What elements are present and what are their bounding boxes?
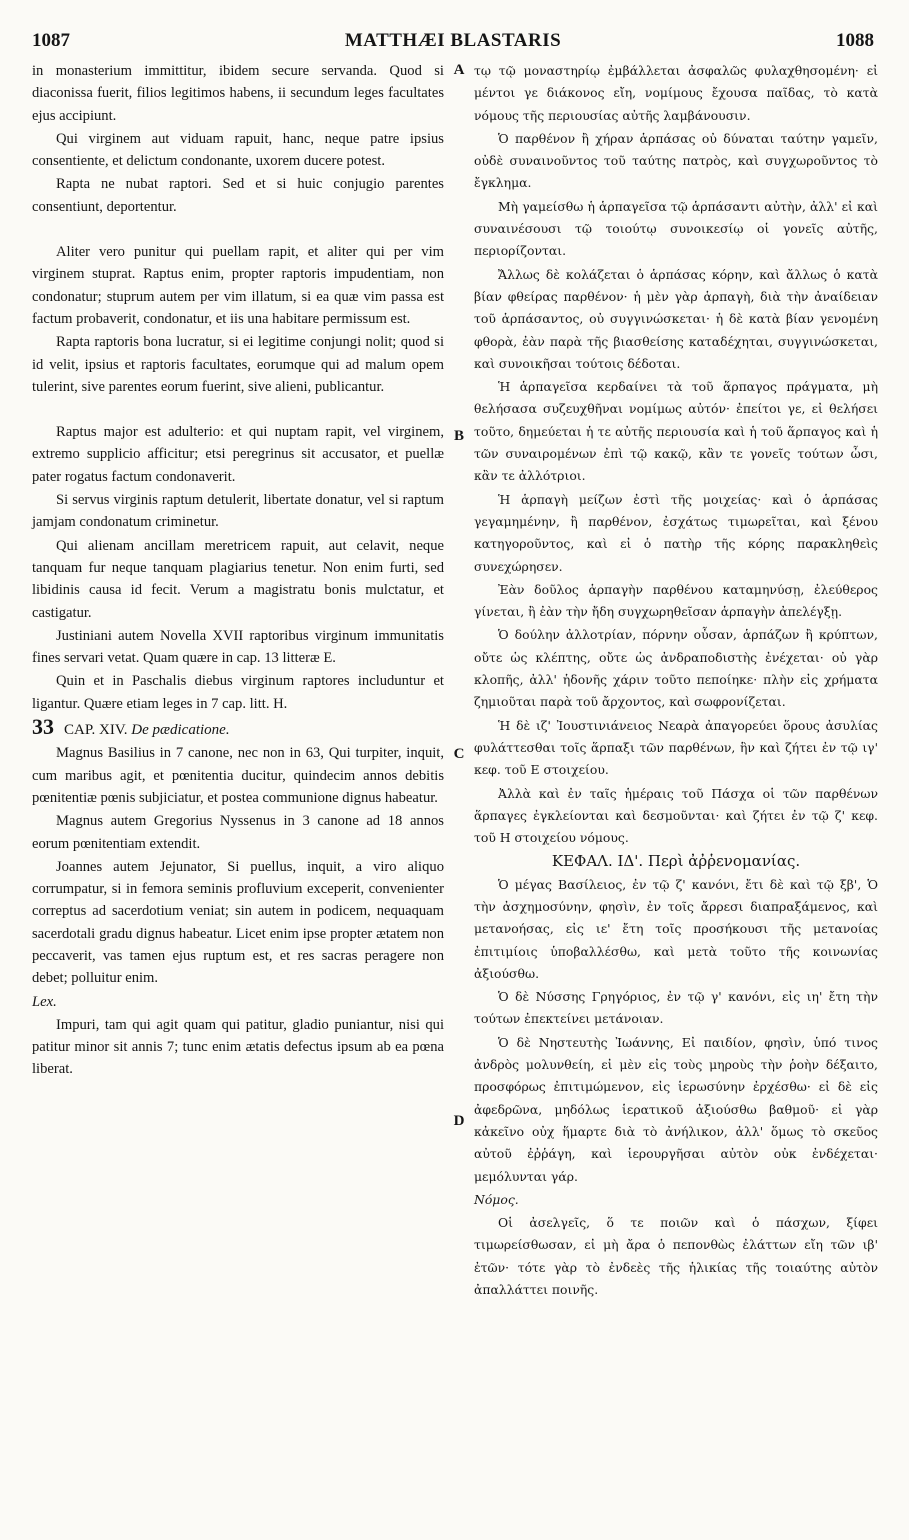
greek-paragraph: Ὁ μέγας Βασίλειος, ἐν τῷ ζ' κανόνι, ἔτι δὲ καὶ τῷ ξβ', Ὁ τὴν ἀσχημοσύνην, φησὶν, ἐν τοῖς ἄρρεσι διαπραξάμενος, καὶ μετανοήσας, εἰς ιε' ἔτη τοῖς προσήκουσι τῆς μετανοίας ἐπιτιμίοις ὑποβαλλέσθω, καὶ μετὰ τοῦτο τῆς κοινωνίας ἀξιούσθω. [474, 876, 878, 981]
latin-paragraph: in monasterium immittitur, ibidem secure servanda. Quod si diaconissa fuerit, filios legitimos habens, ii secundum leges facultates ejus accipiunt. [32, 63, 444, 124]
chapter-label: CAP. XIV. [64, 722, 128, 739]
greek-column [474, 60, 878, 1302]
greek-paragraph: Ἡ δὲ ιζ' Ἰουστινιάνειος Νεαρὰ ἀπαγορεύει ὅρους ἀσυλίας φυλάττεσθαι τοῖς ἅρπαξι τῶν παρθένων, ἣν καὶ ζήτει ἐν τῷ ιγ' κεφ. τοῦ Ε στοιχείου. [474, 717, 878, 778]
greek-paragraph: Ἀλλὰ καὶ ἐν ταῖς ἡμέραις τοῦ Πάσχα οἱ τῶν παρθένων ἅρπαγες ἐγκλείονται καὶ δεσμοῦνται· καὶ ζήτει ἐν τῷ ζ' κεφ. τοῦ Η στοιχείου νόμους. [474, 785, 878, 846]
margin-letter-a: A [453, 62, 465, 78]
nomos-heading: Νόμος. [474, 1191, 519, 1207]
page-header [32, 30, 874, 56]
latin-paragraph: Rapta raptoris bona lucratur, si ei legitime conjungi nolit; quod si id velit, ipsius et raptoris facultates, eorumque qui ad malum opem tulerint, sive parentes eorum fuerint, sive alieni, publicantur. [32, 334, 444, 395]
greek-paragraph: Ἡ ἁρπαγεῖσα κερδαίνει τὰ τοῦ ἅρπαγος πράγματα, μὴ θελήσασα συζευχθῆναι νομίμως αὐτόν· ἐπείτοι γε, εἰ θελήσει τοῦτο, δημεύεται ἡ τε αὐτῆς περιουσία καὶ ἡ τοῦ ἅρπαγος καὶ ἡ τῶν συναιρομένων ἐπὶ τῷ κακῷ, κἂν τε γονεῖς τούτων ὦσι, κἂν τε ἀλλότριοι. [474, 379, 878, 484]
greek-paragraph: Ἡ ἁρπαγὴ μείζων ἐστὶ τῆς μοιχείας· καὶ ὁ ἁρπάσας γεγαμημένην, ἢ παρθένον, ἐσχάτως τιμωρεῖται, καὶ ξένου κατηγοροῦντος, καὶ εἰ ὁ πατὴρ τῆς κόρης παρακληθεὶς συνεχώρησεν. [474, 491, 878, 574]
latin-paragraph: Magnus Basilius in 7 canone, nec non in 63, Qui turpiter, inquit, cum maribus agit, et pœnitentia ducitur, quindecim annos debitis pœnitentiæ pœnis subjiciatur, et postea communione dignus habeatur. [32, 745, 444, 806]
greek-paragraph: Ἄλλως δὲ κολάζεται ὁ ἁρπάσας κόρην, καὶ ἄλλως ὁ κατὰ βίαν φθείρας παρθένον· ἡ μὲν γὰρ ἁρπαγὴ, διὰ τὴν ἀναίδειαν τοῦ ἁρπάσαντος, οὐ συγγινώσκεται· ἡ δὲ κατὰ βίαν γενομένη φθορὰ, ἐὰν παρὰ τῆς βιασθείσης καταδέχηται, συγγινώσκεται, καὶ συνοικῆσαι τούτοις δέδοται. [474, 266, 878, 371]
latin-paragraph: Qui alienam ancillam meretricem rapuit, aut celavit, neque tanquam fur neque tanquam plagiarius tenetur. Non enim furti, sed libidinis causa id fecit. Verum a magistratu bonis mulctatur, et castigatur. [32, 537, 444, 621]
latin-paragraph: Quin et in Paschalis diebus virginum raptores includuntur et ligantur. Quære etiam leges in 7 cap. litt. H. [32, 673, 444, 712]
latin-paragraph: Justiniani autem Novella XVII raptoribus virginum immunitatis fines servari vetat. Quam quære in cap. 13 litteræ E. [32, 627, 444, 667]
greek-paragraph: Μὴ γαμείσθω ἡ ἁρπαγεῖσα τῷ ἁρπάσαντι αὐτὴν, ἀλλ' εἰ καὶ συναινέσουσι τῷ τοιούτῳ συνοικεσίῳ οἱ γονεῖς αὐτῆς, περιορίζονται. [474, 198, 878, 259]
page-number-left: 1087 [32, 30, 70, 51]
greek-paragraph: Ὁ δούλην ἀλλοτρίαν, πόρνην οὖσαν, ἁρπάζων ἢ κρύπτων, οὔτε ὡς κλέπτης, οὔτε ὡς ἀνδραποδιστὴς ἐνέχεται· οὐ γὰρ κλοπῆς, ἀλλ' ἡδονῆς χάριν τοῦτο πεποίηκε· πλὴν εἰς χρήματα ζημιοῦται παρὰ τοῦ ἄρχοντος, καὶ σωφρονίζεται. [474, 627, 878, 710]
lex-heading: Lex. [32, 993, 57, 1010]
latin-paragraph: Magnus autem Gregorius Nyssenus in 3 canone ad 18 annos eorum pœnitentiam extendit. [32, 813, 444, 852]
margin-letter-d: D [453, 1113, 465, 1129]
latin-paragraph: Rapta ne nubat raptori. Sed et si huic conjugio parentes consentiunt, deportentur. [32, 176, 444, 215]
greek-paragraph: Οἱ ἀσελγεῖς, ὅ τε ποιῶν καὶ ὁ πάσχων, ξίφει τιμωρείσθωσαν, εἰ μὴ ἄρα ὁ πεπονθὼς ἐλάττων εἴη τῶν ιβ' ἐτῶν· τότε γὰρ τὸ ἐνδεὲς τῆς ἡλικίας τῆς τοιαύτης αὐτὸν ἀπαλλάττει ποινῆς. [474, 1215, 878, 1298]
margin-letter-b: B [453, 428, 464, 444]
greek-paragraph: Ὁ δὲ Νηστευτὴς Ἰωάννης, Εἰ παιδίον, φησὶν, ὑπό τινος ἀνδρὸς μολυνθείη, εἰ μὲν εἰς τοὺς μηροὺς τὴν ῥοὴν δέξαιτο, προσφόρως ἐπιτιμώμενον, εἰς ἱερωσύνην ἐρχέσθω· εἰ δὲ εἰς ἀφεδρῶνα, μηδόλως ἱερατικοῦ ἀξιούσθω βαθμοῦ· εἰ γὰρ κἀκεῖνο οὐχ ἥμαρτε διὰ τὸ ἀνήλικον, ἀλλ' ὅμως τὸ σκεῦος αὐτοῦ ἐῤῥάγη, καὶ ἱερουργῆσαι αὐτὸν οὐκ ἐνδέχεται· μεμόλυνται γάρ. [474, 1034, 878, 1184]
latin-paragraph: Joannes autem Jejunator, Si puellus, inquit, a viro aliquo corrumpatur, si in femora seminis profluvium exceperit, convenienter correptus ad sacerdotium veniat; sin autem in podicem, nequaquam sacerdotali gradu dignus habeatur. Licet enim ipse propter ætatem non peccaverit, vas tamen ejus ruptum est, et res sacras peragere non debet; polluitur enim. [32, 858, 444, 987]
greek-paragraph: Ὁ δὲ Νύσσης Γρηγόριος, ἐν τῷ γ' κανόνι, εἰς ιη' ἔτη τὴν τούτων ἐπεκτείνει μετάνοιαν. [474, 989, 878, 1027]
latin-paragraph: Aliter vero punitur qui puellam rapit, et aliter qui per vim virginem stuprat. Raptus enim, propter raptoris impudentiam, non condonatur; stuprum autem per vim illatum, si ea quæ vim passa est factum probaverit, condonatur, et iis una habitare permissum est. [32, 244, 444, 327]
chapter-number: 33 [32, 714, 54, 740]
greek-paragraph: Ὁ παρθένον ἢ χήραν ἁρπάσας οὐ δύναται ταύτην γαμεῖν, οὐδὲ συναινοῦντος τοῦ ταύτης πατρὸς, καὶ συγχωροῦντος τὸ ἔγκλημα. [474, 130, 878, 191]
latin-column [32, 60, 444, 1082]
running-title: MATTHÆI BLASTARIS [344, 30, 562, 51]
page-number-right: 1088 [836, 30, 874, 51]
latin-paragraph: Qui virginem aut viduam rapuit, hanc, neque patre ipsius consentiente, et delictum condonante, uxorem ducere potest. [32, 130, 444, 170]
chapter-heading-greek: ΚΕΦΑΛ. ΙΔ'. Περὶ ἀῤῥενομανίας. [551, 852, 801, 871]
latin-paragraph: Impuri, tam qui agit quam qui patitur, gladio puniantur, nisi qui patitur minor sit annis 7; tunc enim ætatis defectus ipsum ab ea pœna liberat. [32, 1016, 444, 1078]
greek-paragraph: Ἐὰν δοῦλος ἁρπαγὴν παρθένου καταμηνύσῃ, ἐλεύθερος γίνεται, ἢ ἐὰν τὴν ἤδη συγχωρηθεῖσαν ἁρπαγὴν ἀπελέγξῃ. [474, 581, 878, 620]
margin-letter-c: C [453, 746, 465, 762]
latin-paragraph: Raptus major est adulterio: et qui nuptam rapit, vel virginem, extremo supplicio afficitur; etsi peregrinus sit accusator, et puellæ pater rogatus factum condonaverit. [32, 424, 444, 485]
chapter-title: De pædicatione. [131, 722, 230, 739]
greek-paragraph: τῳ τῷ μοναστηρίῳ ἐμβάλλεται ἀσφαλῶς φυλαχθησομένη· εἰ μέντοι γε διάκονος εἴη, νομίμους ἔχουσα παῖδας, τὸ κατὰ νόμους τῆς περιουσίας αὐτῆς λαμβάνουσιν. [474, 63, 878, 123]
chapter-heading-latin [32, 716, 444, 741]
latin-paragraph: Si servus virginis raptum detulerit, libertate donatur, vel si raptum jamjam condonatum criminetur. [32, 492, 444, 531]
